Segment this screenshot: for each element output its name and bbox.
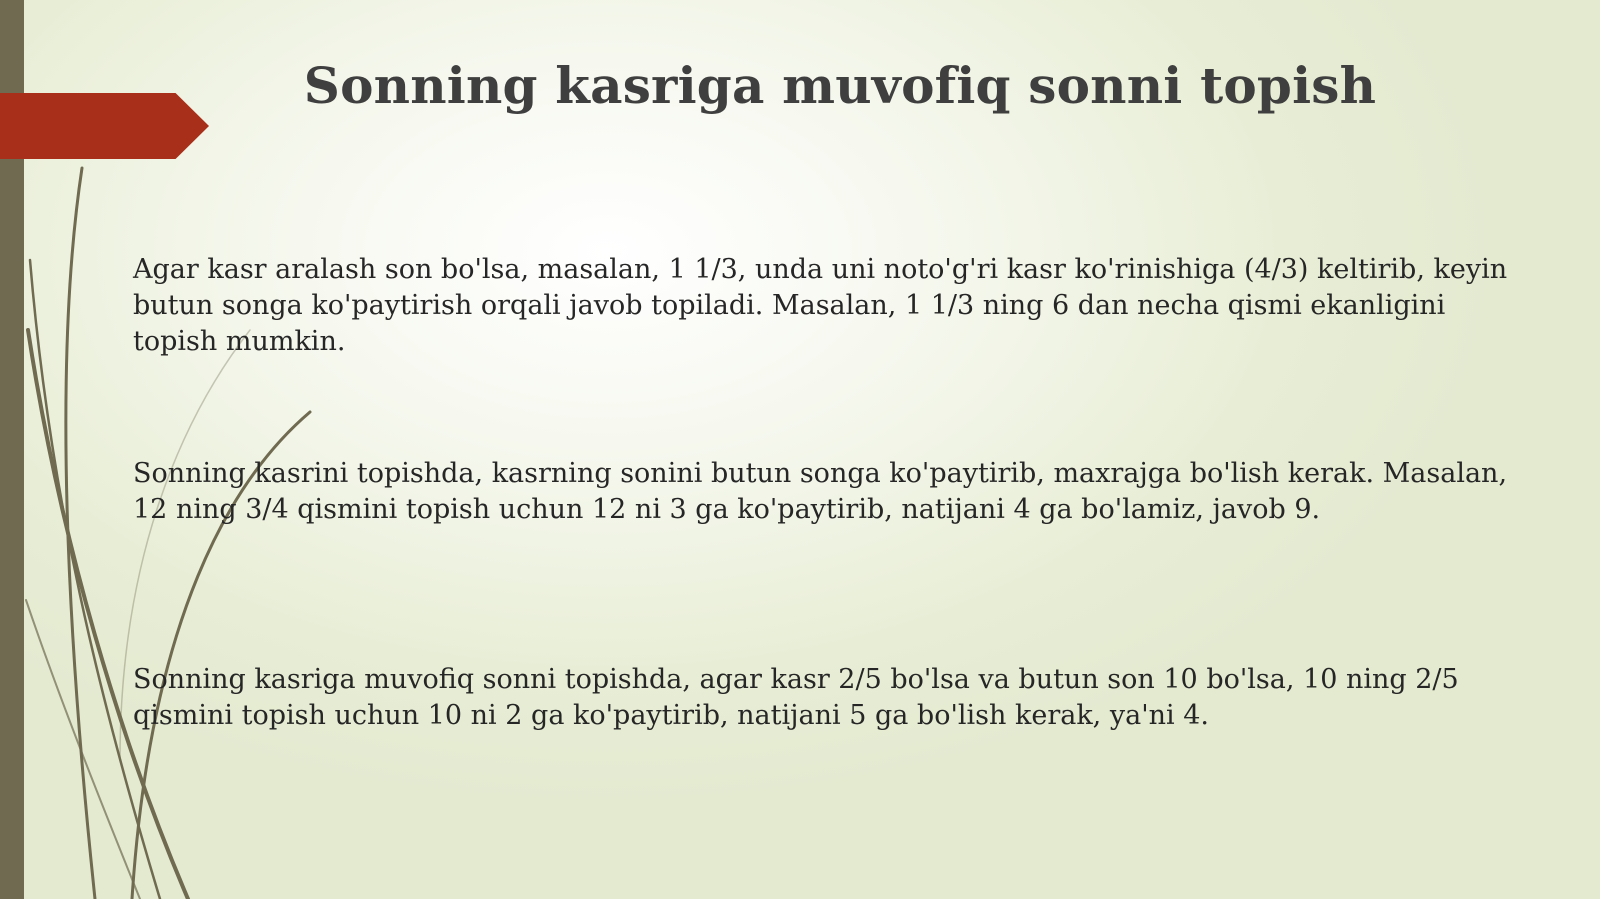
title-accent-flag — [0, 93, 209, 159]
paragraph-fraction-of-number: Sonning kasrini topishda, kasrning sonini butun songa ko'paytirib, maxrajga bo'lish kerak. Masalan, 12 ning 3/4 qismini topish uchun 12 ni 3 ga ko'paytirib, natijani 4 ga bo'lamiz, javob 9. — [133, 458, 1508, 525]
grass-blade — [28, 330, 188, 899]
paragraph-mixed-fraction: Agar kasr aralash son bo'lsa, masalan, 1 1/3, unda uni noto'g'ri kasr ko'rinishiga (4/3) keltirib, keyin butun songa ko'paytirish orqali javob topiladi. Masalan, 1 1/3 ning 6 dan necha qismi ekanligini topish mumkin. — [133, 254, 1508, 357]
paragraph-number-by-fraction: Sonning kasriga muvofiq sonni topishda, agar kasr 2/5 bo'lsa va butun son 10 bo'lsa, 10 ning 2/5 qismini topish uchun 10 ni 2 ga ko'paytirib, natijani 5 ga bo'lish kerak, ya'ni 4. — [133, 664, 1459, 731]
grass-blade — [66, 168, 95, 899]
slide-title: Sonning kasriga muvofiq sonni topish — [303, 56, 1377, 115]
grass-blade — [26, 600, 140, 899]
